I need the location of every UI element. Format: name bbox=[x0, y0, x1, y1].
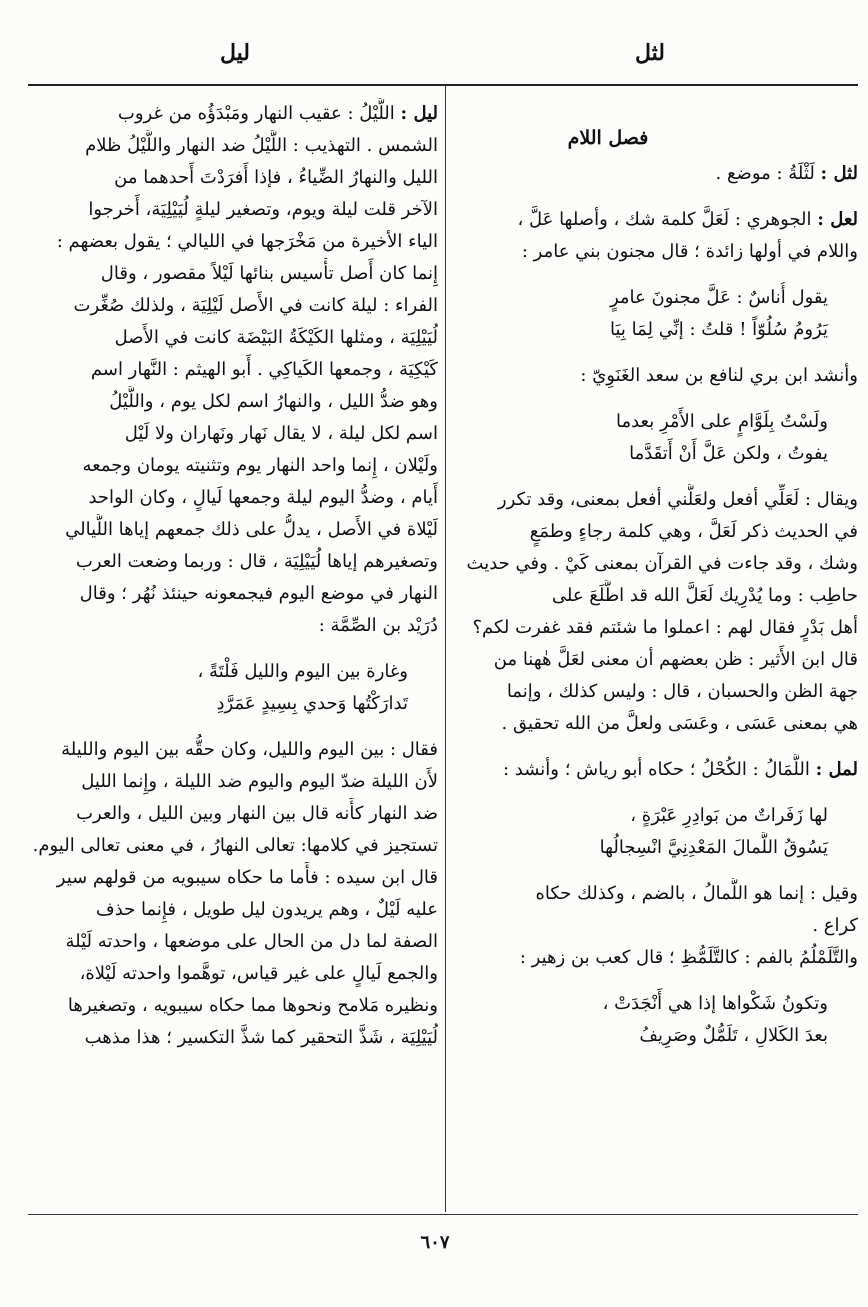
column-divider bbox=[445, 86, 446, 1212]
entry-text: اللَّيْلُ : عقيب النهار ومَبْدَؤُه من غروب bbox=[117, 103, 395, 124]
verse-line: بعدَ الكَلالِ ، تَلَمُّلٌ وصَرِيفُ bbox=[639, 1025, 828, 1046]
text-line: دُرَيْد بن الصِّمَّة : bbox=[318, 615, 438, 636]
header-rule bbox=[28, 84, 858, 86]
text-line: حاطِب : وما يُدْرِيك لَعَلَّ الله قد اطَّلَعَ على bbox=[551, 585, 858, 606]
paragraph-gap bbox=[458, 346, 858, 360]
text-line: والجمع لَيالٍ على غير قياس، توهَّموا واحدته لَيْلاة، bbox=[79, 963, 438, 984]
paragraph-gap bbox=[30, 720, 438, 734]
text-line: أَيام ، وضدُّ اليوم ليلة وجمعها لَيالٍ ، وكان الواحد bbox=[88, 487, 438, 508]
running-head-right: لثل bbox=[634, 40, 665, 66]
paragraph-gap bbox=[30, 642, 438, 656]
verse-line: ولَسْتُ بِلَوَّامٍ على الأَمْرِ بعدما bbox=[615, 411, 828, 432]
text-line: لَيْلاة في الأَصل ، يدلُّ على ذلك جمعهم إياها اللَّيالي bbox=[65, 519, 438, 540]
text-line: كراع . bbox=[812, 915, 858, 936]
verse-line: تَدارَكْتُها وَحدي بِسِيدٍ عَمَرَّدِ bbox=[216, 693, 408, 714]
entry-headword: ليل : bbox=[400, 103, 438, 124]
verse-line: وغارة بين اليوم والليل فَلْتَةً ، bbox=[197, 661, 408, 682]
entry-line bbox=[458, 204, 858, 236]
text-line: تستجيز في كلامها: تعالى النهارُ ، في معنى تعالى اليوم. bbox=[32, 835, 438, 856]
verse-line: وتكونُ شَكْواها إذا هي أَنْجَدَتْ ، bbox=[602, 993, 828, 1014]
text-line: الشمس . التهذيب : اللَّيْلُ ضد النهار واللَّيْلُ ظلام bbox=[85, 135, 438, 156]
text-line: ويقال : لَعَلِّي أفعل ولعَلَّني أفعل بمعنى، وقد تكرر bbox=[497, 489, 858, 510]
paragraph-gap bbox=[458, 786, 858, 800]
text-line: واللام في أولها زائدة ؛ قال مجنون بني عامر : bbox=[521, 241, 858, 262]
text-line: وأنشد ابن بري لنافع بن سعد الغَنَوِيّ : bbox=[580, 365, 858, 386]
verse-line: يقول أُناسٌ : عَلَّ مجنونَ عامرٍ bbox=[609, 287, 828, 308]
text-line: الآخر قلت ليلة ويوم، وتصغير ليلةٍ لُيَيْلِيَة، أَخرجوا bbox=[88, 199, 438, 220]
text-line: فقال : بين اليوم والليل، وكان حقُّه بين اليوم والليلة bbox=[61, 739, 438, 760]
footer-rule bbox=[28, 1214, 858, 1215]
text-line: جهة الظن والحسبان ، قال : وليس كذلك ، وإنما bbox=[506, 681, 858, 702]
text-line: قال ابن الأَثير : ظن بعضهم أن معنى لعَلَّ هٰهنا من bbox=[493, 649, 858, 670]
paragraph-gap bbox=[458, 268, 858, 282]
text-line: عليه لَيْلٌ ، وهم يريدون ليل طويل ، فإِنما حذف bbox=[96, 899, 438, 920]
text-line: وهو ضدُّ الليل ، والنهارُ اسم لكل يوم ، واللَّيْلُ bbox=[109, 391, 438, 412]
entry-text: اللَّمَالُ : الكُحْلُ ؛ حكاه أبو رياش ؛ وأنشد : bbox=[503, 759, 810, 780]
text-line: هي بمعنى عَسَى ، وعَسَى ولعلَّ من الله تحقيق . bbox=[501, 713, 858, 734]
text-line: الياء الأخيرة من مَخْرَجها في الليالي ؛ يقول بعضهم : bbox=[56, 231, 438, 252]
entry-text: لَثْلَةُ : موضع . bbox=[715, 163, 815, 184]
verse-line: يَرُومُ سُلُوّاً ! قلتُ : إنِّي لِمَا بِيَا bbox=[609, 319, 828, 340]
text-line: ولَيْلان ، إِنما واحد النهار يوم وتثنيته يومان وجمعه bbox=[82, 455, 438, 476]
paragraph-gap bbox=[458, 470, 858, 484]
text-line: وشك ، وقد جاءت في القرآن بمعنى كَيْ . وفي حديث bbox=[466, 553, 858, 574]
text-line: الفراء : ليلة كانت في الأَصل لَيْلِيَة ، ولذلك صُغِّرت bbox=[73, 295, 438, 316]
paragraph-gap bbox=[458, 392, 858, 406]
text-line: لُيَيْلِيَة ، شَذَّ التحقير كما شذَّ التكسير ؛ هذا مذهب bbox=[84, 1027, 438, 1048]
text-line: ونظيره مَلامح ونحوها مما حكاه سيبويه ، وتصغيرها bbox=[67, 995, 438, 1016]
left-column bbox=[30, 98, 438, 1054]
entry-headword: لعل : bbox=[817, 209, 858, 230]
text-line: لُيَيْلِيَة ، ومثلها الكَيْكَةُ البَيْضَة كانت في الأَصل bbox=[114, 327, 438, 348]
entry-line bbox=[458, 158, 858, 190]
entry-line bbox=[30, 98, 438, 130]
text-line: قال ابن سيده : فأَما ما حكاه سيبويه من قولهم سير bbox=[56, 867, 438, 888]
section-title: فصل اللام bbox=[567, 127, 649, 149]
paragraph-gap bbox=[458, 864, 858, 878]
text-line: الليل والنهارُ الضِّياءُ ، فإذا أَفرَدْتَ أَحدهما من bbox=[114, 167, 438, 188]
verse-line: لها زَفَراتٌ من بَوادِرِ عَبْرَةٍ ، bbox=[630, 805, 828, 826]
paragraph-gap bbox=[458, 190, 858, 204]
verse-line: يفوتُ ، ولكن عَلَّ أَنْ أَتقَدَّما bbox=[629, 443, 828, 464]
text-line: وتصغيرهم إياها لُيَيْلِيَة ، قال : وربما وضعت العرب bbox=[75, 551, 438, 572]
text-line: في الحديث ذكر لَعَلَّ ، وهي كلمة رجاءٍ وطمَعٍ bbox=[529, 521, 858, 542]
text-line: لأَن الليلة ضدّ اليوم واليوم ضد الليلة ، وإِنما الليل bbox=[81, 771, 438, 792]
page-number: ٦٠٧ bbox=[420, 1232, 450, 1253]
text-line: كَيْكِيَة ، وجمعها الكَياكِي . أَبو الهيثم : النَّهار اسم bbox=[90, 359, 438, 380]
running-head-left: ليل bbox=[219, 40, 250, 66]
paragraph-gap bbox=[458, 740, 858, 754]
entry-text: الجوهري : لَعَلَّ كلمة شك ، وأصلها عَلَّ ، bbox=[517, 209, 812, 230]
entry-headword: لمل : bbox=[815, 759, 858, 780]
text-line: الصفة لما دل من الحال على موضعها ، واحدته لَيْلة bbox=[65, 931, 438, 952]
right-column bbox=[458, 118, 858, 1052]
text-line: ضد النهار كأَنه قال بين النهار وبين الليل ، والعرب bbox=[76, 803, 438, 824]
text-line: اسم لكل ليلة ، لا يقال نَهار ونَهاران ولا لَيْل bbox=[124, 423, 438, 444]
text-line: إِنما كان أَصل تأْسيس بنائها لَيْلاً مقصور ، وقال bbox=[100, 263, 438, 284]
text-line: والتَّلَمْلُمُ بالفم : كالتَّلَمُّظِ ؛ قال كعب بن زهير : bbox=[519, 947, 858, 968]
text-line: النهار في موضع اليوم فيجمعونه حينئذ نُهُر ؛ وقال bbox=[79, 583, 438, 604]
entry-headword: لثل : bbox=[820, 163, 858, 184]
paragraph-gap bbox=[458, 974, 858, 988]
text-line: أهل بَدْرٍ فقال لهم : اعملوا ما شئتم فقد غفرت لكم؟ bbox=[472, 617, 858, 638]
entry-line bbox=[458, 754, 858, 786]
text-line: وقيل : إنما هو اللُّمالُ ، بالضم ، وكذلك حكاه bbox=[535, 883, 858, 904]
verse-line: يَسُوقُ اللَّمالَ المَعْدِنِيَّ انْسِجالُها bbox=[599, 837, 828, 858]
